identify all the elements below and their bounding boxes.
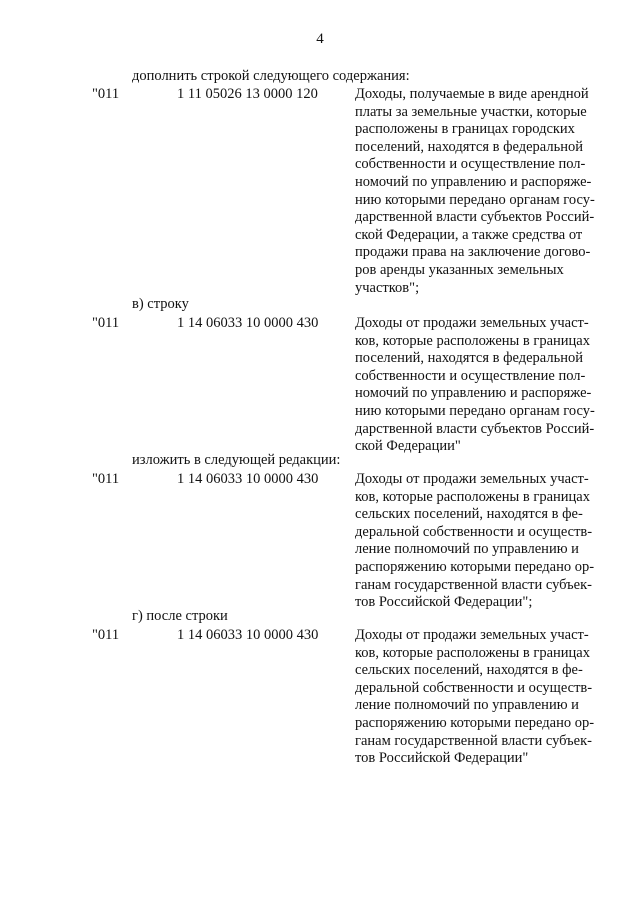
description-line: номочий по управлению и распоряже- bbox=[355, 385, 592, 402]
description-line: ганам государственной власти субъек- bbox=[355, 732, 592, 749]
description-line: распоряжению которыми передано ор- bbox=[355, 558, 595, 575]
description-line: расположены в границах городских bbox=[355, 121, 575, 138]
description-line: дарственной власти субъектов Россий- bbox=[355, 209, 595, 226]
description-line: тов Российской Федерации"; bbox=[355, 594, 533, 611]
description-line: собственности и осуществление пол- bbox=[355, 367, 586, 384]
entry-description bbox=[355, 315, 615, 456]
description-line: сельских поселений, находятся в фе- bbox=[355, 506, 583, 523]
instruction-text: дополнить строкой следующего содержания: bbox=[132, 68, 410, 84]
description-line: ской Федерации, а также средства от bbox=[355, 226, 583, 243]
description-line: ков, которые расположены в границах bbox=[355, 644, 590, 661]
entry-description bbox=[355, 471, 615, 612]
description-line: продажи права на заключение догово- bbox=[355, 244, 591, 261]
instruction-text: в) строку bbox=[132, 296, 189, 312]
description-line: ление полномочий по управлению и bbox=[355, 541, 579, 558]
instruction-text: г) после строки bbox=[132, 608, 228, 624]
budget-classification-code: 1 14 06033 10 0000 430 bbox=[177, 627, 319, 643]
description-line: деральной собственности и осуществ- bbox=[355, 679, 593, 696]
description-line: ление полномочий по управлению и bbox=[355, 697, 579, 714]
description-line: платы за земельные участки, которые bbox=[355, 103, 587, 120]
budget-classification-code: 1 14 06033 10 0000 430 bbox=[177, 471, 319, 487]
description-line: дарственной власти субъектов Россий- bbox=[355, 420, 595, 437]
description-line: сельских поселений, находятся в фе- bbox=[355, 662, 583, 679]
budget-classification-code: 1 11 05026 13 0000 120 bbox=[177, 86, 318, 102]
description-line: ков, которые расположены в границах bbox=[355, 488, 590, 505]
description-line: поселений, находятся в федеральной bbox=[355, 350, 583, 367]
description-line: ков, которые расположены в границах bbox=[355, 332, 590, 349]
instruction-text: изложить в следующей редакции: bbox=[132, 452, 341, 468]
budget-classification-code: 1 14 06033 10 0000 430 bbox=[177, 315, 319, 331]
description-line: участков"; bbox=[355, 279, 420, 296]
description-line: нию которыми передано органам госу- bbox=[355, 402, 595, 419]
description-line: Доходы от продажи земельных участ- bbox=[355, 471, 589, 487]
entry-description bbox=[355, 86, 615, 297]
description-line: Доходы, получаемые в виде арендной bbox=[355, 86, 589, 102]
page-number: 4 bbox=[316, 31, 324, 47]
description-line: Доходы от продажи земельных участ- bbox=[355, 315, 589, 331]
description-line: ской Федерации" bbox=[355, 438, 461, 455]
description-line: номочий по управлению и распоряже- bbox=[355, 173, 592, 190]
entry-prefix: "011 bbox=[92, 627, 120, 643]
entry-prefix: "011 bbox=[92, 471, 120, 487]
description-line: тов Российской Федерации" bbox=[355, 750, 529, 767]
entry-prefix: "011 bbox=[92, 315, 120, 331]
description-line: ганам государственной власти субъек- bbox=[355, 576, 592, 593]
entry-description bbox=[355, 627, 615, 768]
description-line: ров аренды указанных земельных bbox=[355, 261, 564, 278]
entry-prefix: "011 bbox=[92, 86, 120, 102]
description-line: деральной собственности и осуществ- bbox=[355, 523, 593, 540]
description-line: нию которыми передано органам госу- bbox=[355, 191, 595, 208]
description-line: собственности и осуществление пол- bbox=[355, 156, 586, 173]
description-line: поселений, находятся в федеральной bbox=[355, 138, 583, 155]
description-line: Доходы от продажи земельных участ- bbox=[355, 627, 589, 643]
description-line: распоряжению которыми передано ор- bbox=[355, 714, 595, 731]
